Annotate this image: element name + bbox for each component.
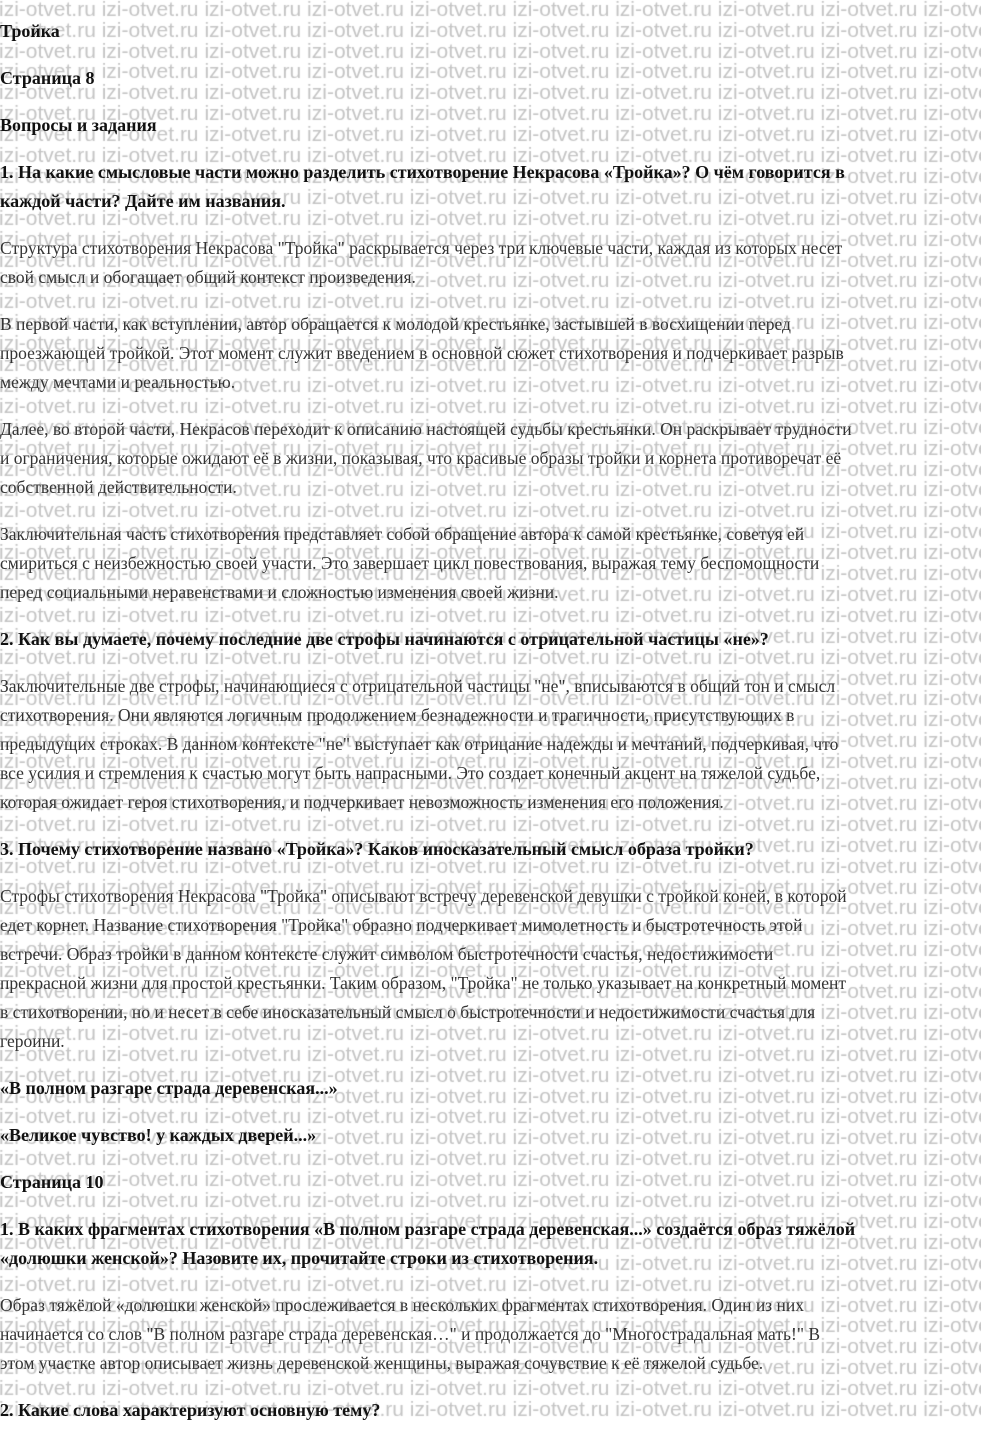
text-line: Страница 10 xyxy=(0,1172,104,1192)
text-line: Вопросы и задания xyxy=(0,115,157,135)
text-line: и ограничения, которые ожидают её в жизни, показывая, что красивые образы тройки и корнета противоречат её xyxy=(0,448,842,468)
poem-title xyxy=(0,1121,981,1150)
text-line: Страница 8 xyxy=(0,68,95,88)
text-line: «В полном разгаре страда деревенская...» xyxy=(0,1078,338,1098)
question xyxy=(0,625,981,654)
poem-title xyxy=(0,17,981,46)
text-line: героини. xyxy=(0,1031,65,1051)
text-line: между мечтами и реальностью. xyxy=(0,372,236,392)
text-line: 2. Какие слова характеризуют основную тему? xyxy=(0,1400,381,1420)
question xyxy=(0,835,981,864)
text-line: прекрасной жизни для простой крестьянки. Таким образом, "Тройка" не только указывает на конкретный момент xyxy=(0,973,847,993)
text-line: смириться с неизбежностью своей участи. Это завершает цикл повествования, выражая тему беспомощности xyxy=(0,553,820,573)
text-line: Заключительная часть стихотворения представляет собой обращение автора к самой крестьянке, советуя ей xyxy=(0,524,805,544)
text-line: проезжающей тройкой. Этот момент служит введением в основной сюжет стихотворения и подчеркивает разрыв xyxy=(0,343,844,363)
document-body xyxy=(0,17,981,1443)
question xyxy=(0,158,981,216)
question xyxy=(0,1215,981,1273)
page-heading xyxy=(0,64,981,93)
text-line: в стихотворении, но и несет в себе иносказательный смысл о быстротечности и недостижимости счастья для xyxy=(0,1002,816,1022)
text-line: все усилия и стремления к счастью могут быть напрасными. Это создает конечный акцент на тяжелой судьбе, xyxy=(0,763,821,783)
text-line: начинается со слов "В полном разгаре страда деревенская…" и продолжается до "Многострадальная мать!" В xyxy=(0,1324,821,1344)
answer-paragraph xyxy=(0,1291,981,1378)
answer-paragraph xyxy=(0,672,981,817)
text-line: этом участке автор описывает жизнь деревенской женщины, выражая сочувствие к её тяжелой судьбе. xyxy=(0,1353,764,1373)
text-line: Строфы стихотворения Некрасова "Тройка" описывают встречу деревенской девушки с тройкой коней, в которой xyxy=(0,886,847,906)
text-line: встречи. Образ тройки в данном контексте служит символом быстротечности счастья, недостижимости xyxy=(0,944,774,964)
poem-title xyxy=(0,1074,981,1103)
text-line: Образ тяжёлой «долюшки женской» прослеживается в нескольких фрагментах стихотворения. Один из них xyxy=(0,1295,804,1315)
text-line: Структура стихотворения Некрасова "Тройка" раскрывается через три ключевые части, каждая из которых несет xyxy=(0,238,843,258)
answer-paragraph xyxy=(0,882,981,1056)
text-line: 1. В каких фрагментах стихотворения «В полном разгаре страда деревенская...» создаётся образ тяжёлой xyxy=(0,1219,856,1239)
text-line: «долюшки женской»? Назовите их, прочитайте строки из стихотворения. xyxy=(0,1248,599,1268)
text-line: В первой части, как вступлении, автор обращается к молодой крестьянке, застывшей в восхищении перед xyxy=(0,314,791,334)
text-line: едет корнет. Название стихотворения "Тройка" образно подчеркивает мимолетность и быстротечность этой xyxy=(0,915,803,935)
text-line: перед социальными неравенствами и сложностью изменения своей жизни. xyxy=(0,582,559,602)
text-line: Заключительные две строфы, начинающиеся с отрицательной частицы "не", вписываются в общий тон и смысл xyxy=(0,676,836,696)
text-line: 1. На какие смысловые части можно разделить стихотворение Некрасова «Тройка»? О чём говорится в xyxy=(0,162,845,182)
text-line: которая ожидает героя стихотворения, и подчеркивает невозможность изменения его положения. xyxy=(0,792,724,812)
page-heading xyxy=(0,1168,981,1197)
text-line: собственной действительности. xyxy=(0,477,237,497)
answer-paragraph xyxy=(0,310,981,397)
answer-paragraph xyxy=(0,520,981,607)
text-line: свой смысл и обогащает общий контекст произведения. xyxy=(0,267,416,287)
text-line: Тройка xyxy=(0,21,60,41)
answer-paragraph xyxy=(0,415,981,502)
text-line: стихотворения. Они являются логичным продолжением безнадежности и трагичности, присутствующих в xyxy=(0,705,795,725)
text-line: 2. Как вы думаете, почему последние две строфы начинаются с отрицательной частицы «не»? xyxy=(0,629,769,649)
text-line: «Великое чувство! у каждых дверей...» xyxy=(0,1125,317,1145)
section-heading xyxy=(0,111,981,140)
text-line: 3. Почему стихотворение названо «Тройка»? Каков иносказательный смысл образа тройки? xyxy=(0,839,754,859)
text-line: каждой части? Дайте им названия. xyxy=(0,191,286,211)
answer-paragraph xyxy=(0,234,981,292)
text-line: Далее, во второй части, Некрасов переходит к описанию настоящей судьбы крестьянки. Он раскрывает трудности xyxy=(0,419,852,439)
text-line: предыдущих строках. В данном контексте "не" выступает как отрицание надежды и мечтаний, подчеркивая, что xyxy=(0,734,839,754)
